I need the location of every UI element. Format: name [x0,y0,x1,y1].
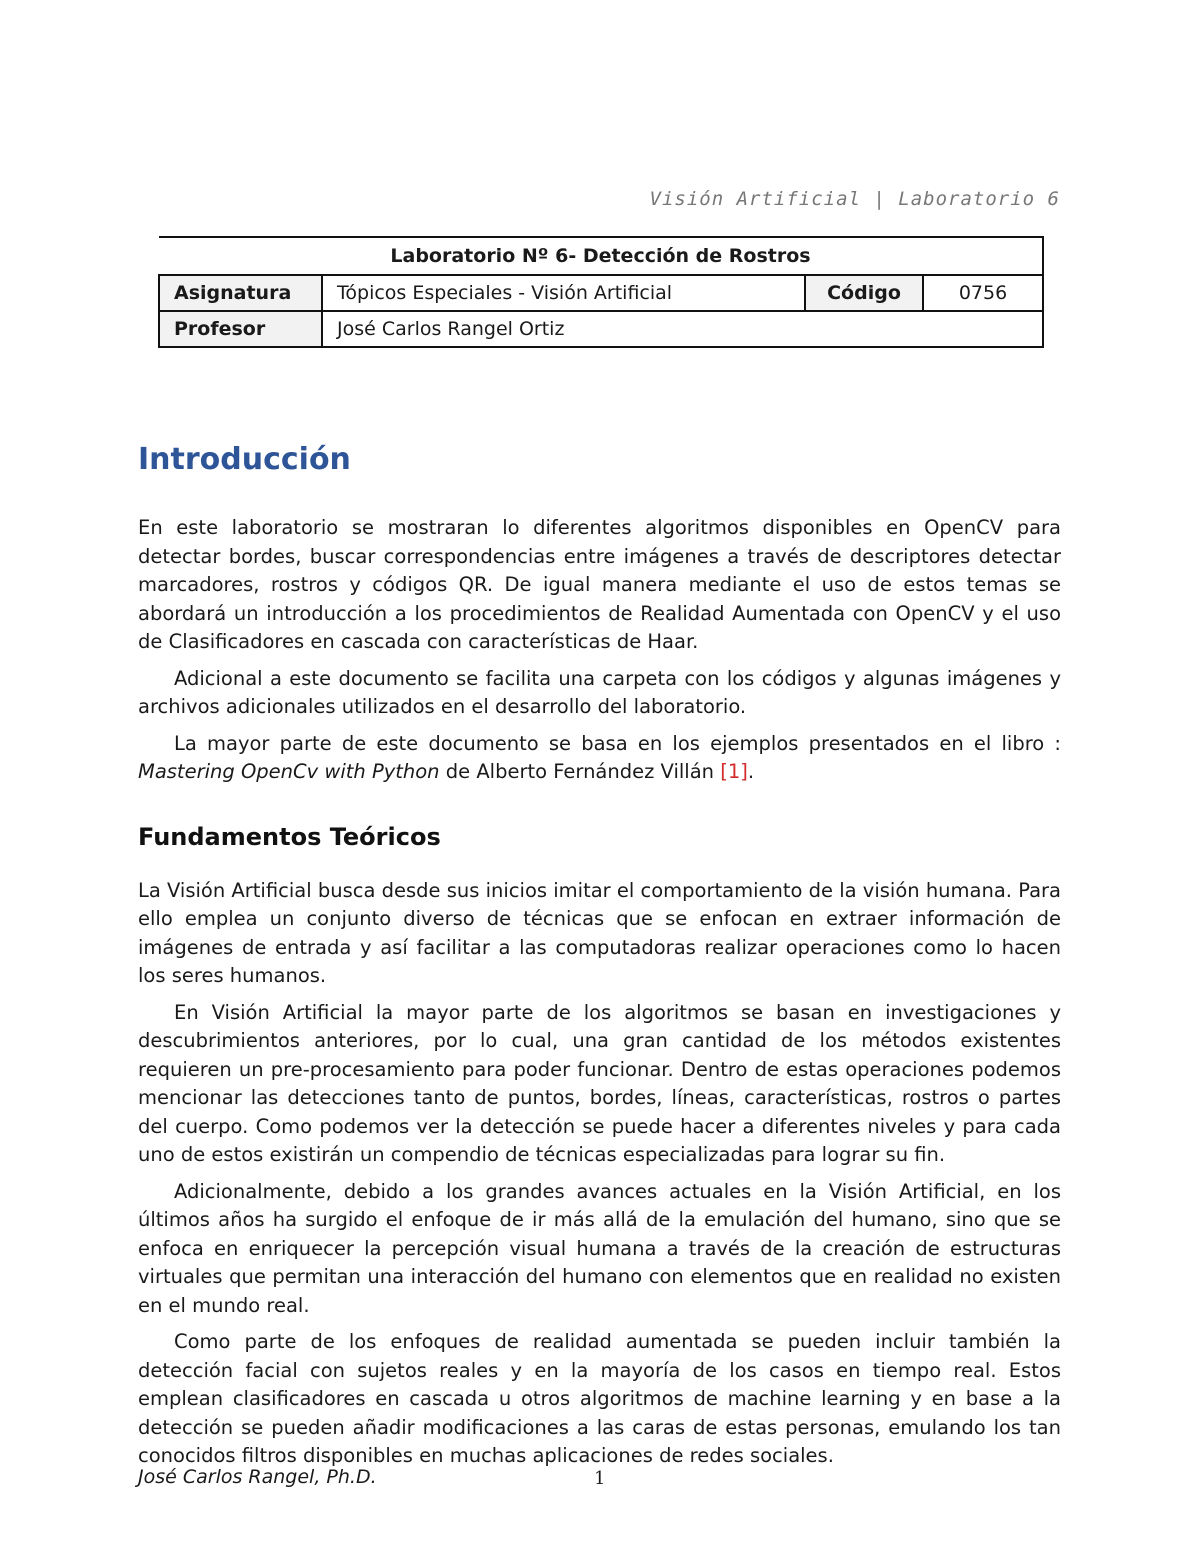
fundamentals-paragraph-3: Adicionalmente, debido a los grandes avances actuales en la Visión Artificial, en los últimos años ha surgido el enfoque de ir más allá de la emulación del humano, sino que se enfoca en enriquecer la percepción visual humana a través de la creación de estructuras virtuales que permitan una interacción del humano con elementos que en realidad no existen en el mundo real. [138,1179,1061,1317]
intro-p3-end: . [747,760,755,783]
professor-label: Profesor [159,311,322,347]
intro-paragraph-2: Adicional a este documento se facilita una carpeta con los códigos y algunas imágenes y archivos adicionales utilizados en el desarrollo del laboratorio. [138,666,1061,718]
code-value: 0756 [923,275,1043,311]
fundamentals-paragraph-2: En Visión Artificial la mayor parte de los algoritmos se basan en investigaciones y descubrimientos anteriores, por lo cual, una gran cantidad de los métodos existentes requieren un pre-procesamiento para poder funcionar. Dentro de estas operaciones podemos mencionar las detecciones tanto de puntos, bordes, líneas, características, rostros o partes del cuerpo. Como podemos ver la detección se puede hacer a diferentes niveles y para cada uno de estos existirán un compendio de técnicas especializadas para lograr su fin. [138,1000,1061,1166]
table-title-row [159,237,1043,275]
page-number: 1 [594,1468,606,1489]
running-header: Visión Artificial | Laboratorio 6 [649,188,1060,210]
code-label: Código [805,275,923,311]
intro-paragraph-3 [138,730,1061,787]
subject-value: Tópicos Especiales - Visión Artificial [322,275,805,311]
professor-value: José Carlos Rangel Ortiz [322,311,1043,347]
intro-heading: Introducción [138,442,351,477]
footer-author: José Carlos Rangel, Ph.D. [138,1466,377,1488]
fundamentals-paragraph-1: La Visión Artificial busca desde sus inicios imitar el comportamiento de la visión humana. Para ello emplea un conjunto diverso de técnicas que se enfocan en extraer información de imágenes de entrada y así facilitar a las computadoras realizar operaciones como lo hacen los seres humanos. [138,878,1061,987]
lab-info-table [158,236,1044,348]
table-row [159,275,1043,311]
intro-p3-text: La mayor parte de este documento se basa en los ejemplos presentados en el libro : [174,731,1061,755]
fundamentals-heading: Fundamentos Teóricos [138,822,441,851]
lab-title: Laboratorio Nº 6- Detección de Rostros [159,237,1043,275]
citation-link[interactable]: [1] [720,760,748,783]
book-title: Mastering OpenCv with Python [138,760,440,783]
subject-label: Asignatura [159,275,322,311]
table-row [159,311,1043,347]
fundamentals-paragraph-4: Como parte de los enfoques de realidad aumentada se pueden incluir también la detección facial con sujetos reales y en la mayoría de los casos en tiempo real. Estos emplean clasificadores en cascada u otros algoritmos de machine learning y en base a la detección se pueden añadir modificaciones a las caras de estas personas, emulando los tan conocidos filtros disponibles en muchas aplicaciones de redes sociales. [138,1330,1061,1467]
document-body [138,440,1061,1479]
intro-p3-author: de Alberto Fernández Villán [439,760,721,783]
intro-paragraph-1: En este laboratorio se mostraran lo diferentes algoritmos disponibles en OpenCV para detectar bordes, buscar correspondencias entre imágenes a través de descriptores detectar marcadores, rostros y códigos QR. De igual manera mediante el uso de estos temas se abordará un introducción a los procedimientos de Realidad Aumentada con OpenCV y el uso de Clasificadores en cascada con características de Haar. [138,516,1061,653]
